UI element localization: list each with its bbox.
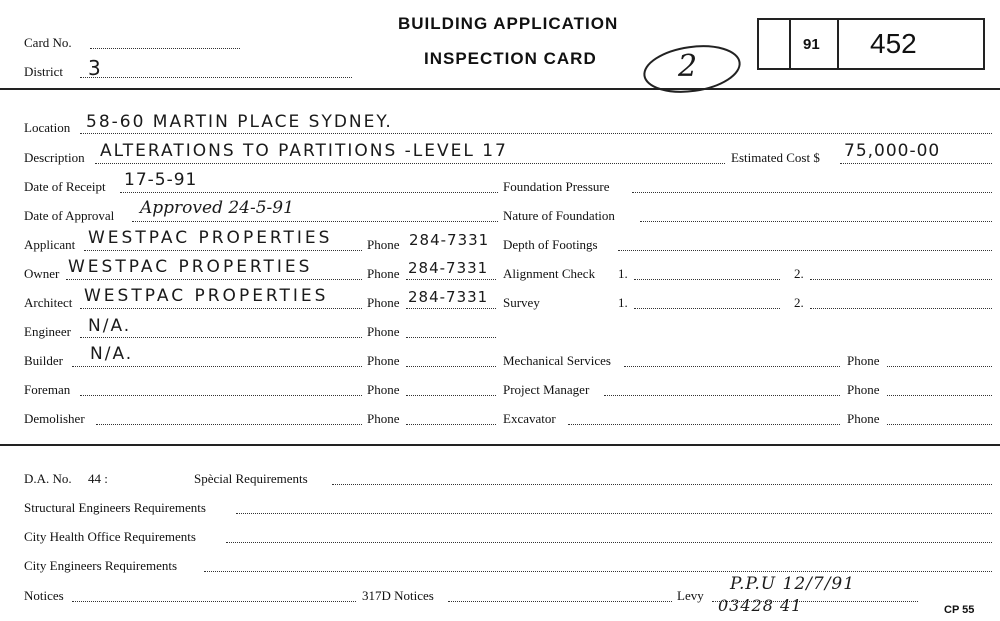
mechanical-services-phone-label: Phone xyxy=(847,353,880,368)
district-label: District xyxy=(24,64,63,79)
circled-number: 2 xyxy=(678,49,698,84)
date-of-receipt-label: Date of Receipt xyxy=(24,179,106,194)
applicant-line xyxy=(84,250,362,251)
owner-phone-value: 284-7331 xyxy=(408,259,489,277)
architect-value: WESTPAC PROPERTIES xyxy=(84,286,329,306)
alignment-check-2-line xyxy=(810,279,992,280)
excavator-label: Excavator xyxy=(503,411,556,426)
alignment-check-label: Alignment Check xyxy=(503,266,596,281)
card-no-line xyxy=(90,48,240,49)
structural-engineers-label: Structural Engineers Requirements xyxy=(24,500,206,515)
builder-phone-label: Phone xyxy=(367,353,400,368)
levy-label: Levy xyxy=(677,588,704,603)
nature-of-foundation-line xyxy=(640,221,992,222)
builder-label: Builder xyxy=(24,353,63,368)
estimated-cost-line xyxy=(840,163,992,164)
alignment-check-1-line xyxy=(634,279,780,280)
nature-of-foundation-label: Nature of Foundation xyxy=(503,208,615,223)
card-no-label: Card No. xyxy=(24,35,72,50)
location-label: Location xyxy=(24,120,71,135)
applicant-phone-value: 284-7331 xyxy=(409,231,490,249)
applicant-value: WESTPAC PROPERTIES xyxy=(88,228,333,248)
title-line-2: INSPECTION CARD xyxy=(424,49,597,68)
engineer-value: N/A. xyxy=(88,316,132,336)
excavator-line xyxy=(568,424,840,425)
project-manager-label: Project Manager xyxy=(503,382,590,397)
date-of-approval-line xyxy=(132,221,498,222)
form-code: CP 55 xyxy=(944,604,975,616)
location-line xyxy=(80,133,992,134)
architect-line xyxy=(80,308,362,309)
description-value: ALTERATIONS TO PARTITIONS -LEVEL 17 xyxy=(100,141,508,161)
notices-317d-line xyxy=(448,601,672,602)
excavator-phone-label: Phone xyxy=(847,411,880,426)
notices-line xyxy=(72,601,356,602)
engineer-line xyxy=(80,337,362,338)
applicant-label: Applicant xyxy=(24,237,76,252)
alignment-check-1-label: 1. xyxy=(618,266,628,281)
da-no-label: D.A. No. xyxy=(24,471,72,486)
engineer-label: Engineer xyxy=(24,324,71,339)
owner-line xyxy=(66,279,362,280)
card-number-blank-cell xyxy=(757,18,791,70)
mechanical-services-label: Mechanical Services xyxy=(503,353,611,368)
foreman-phone-line xyxy=(406,395,496,396)
city-health-label: City Health Office Requirements xyxy=(24,529,196,544)
engineer-phone-label: Phone xyxy=(367,324,400,339)
structural-engineers-line xyxy=(236,513,992,514)
notices-317d-label: 317D Notices xyxy=(362,588,434,603)
mechanical-services-phone-line xyxy=(887,366,992,367)
date-of-approval-label: Date of Approval xyxy=(24,208,115,223)
architect-label: Architect xyxy=(24,295,73,310)
owner-phone-line xyxy=(406,279,496,280)
owner-label: Owner xyxy=(24,266,60,281)
special-requirements-label: Spècial Requirements xyxy=(194,471,308,486)
date-of-receipt-line xyxy=(120,192,498,193)
levy-value-line-2: 03428 41 xyxy=(718,596,803,615)
project-manager-phone-label: Phone xyxy=(847,382,880,397)
foreman-phone-label: Phone xyxy=(367,382,400,397)
builder-phone-line xyxy=(406,366,496,367)
applicant-phone-label: Phone xyxy=(367,237,400,252)
builder-line xyxy=(72,366,362,367)
foundation-pressure-label: Foundation Pressure xyxy=(503,179,610,194)
district-line xyxy=(80,77,352,78)
survey-label: Survey xyxy=(503,295,540,310)
estimated-cost-label: Estimated Cost $ xyxy=(731,150,820,165)
location-value: 58-60 MARTIN PLACE SYDNEY. xyxy=(86,112,393,132)
da-no-value: 44 : xyxy=(88,471,108,486)
owner-phone-label: Phone xyxy=(367,266,400,281)
builder-value: N/A. xyxy=(90,344,134,364)
depth-of-footings-label: Depth of Footings xyxy=(503,237,598,252)
mechanical-services-line xyxy=(624,366,840,367)
description-line xyxy=(95,163,725,164)
header-rule xyxy=(0,88,1000,90)
demolisher-phone-line xyxy=(406,424,496,425)
architect-phone-line xyxy=(406,308,496,309)
notices-label: Notices xyxy=(24,588,64,603)
date-of-approval-value: Approved 24-5-91 xyxy=(140,198,294,218)
owner-value: WESTPAC PROPERTIES xyxy=(68,257,313,277)
foreman-label: Foreman xyxy=(24,382,71,397)
estimated-cost-value: 75,000-00 xyxy=(844,141,941,161)
title-line-1: BUILDING APPLICATION xyxy=(398,14,619,33)
city-health-line xyxy=(226,542,992,543)
card-year: 91 xyxy=(803,36,820,53)
survey-2-label: 2. xyxy=(794,295,804,310)
survey-2-line xyxy=(810,308,992,309)
project-manager-line xyxy=(604,395,840,396)
engineer-phone-line xyxy=(406,337,496,338)
excavator-phone-line xyxy=(887,424,992,425)
card-number: 452 xyxy=(870,28,917,59)
demolisher-label: Demolisher xyxy=(24,411,85,426)
date-of-receipt-value: 17-5-91 xyxy=(124,170,198,190)
survey-1-line xyxy=(634,308,780,309)
district-value: 3 xyxy=(88,56,103,80)
demolisher-line xyxy=(96,424,362,425)
description-label: Description xyxy=(24,150,85,165)
architect-phone-value: 284-7331 xyxy=(408,288,489,306)
city-engineers-label: City Engineers Requirements xyxy=(24,558,178,573)
survey-1-label: 1. xyxy=(618,295,628,310)
city-engineers-line xyxy=(204,571,992,572)
foreman-line xyxy=(80,395,362,396)
architect-phone-label: Phone xyxy=(367,295,400,310)
project-manager-phone-line xyxy=(887,395,992,396)
requirements-rule xyxy=(0,444,1000,446)
levy-value-line-1: P.P.U 12/7/91 xyxy=(730,574,856,594)
alignment-check-2-label: 2. xyxy=(794,266,804,281)
depth-of-footings-line xyxy=(618,250,992,251)
foundation-pressure-line xyxy=(632,192,992,193)
demolisher-phone-label: Phone xyxy=(367,411,400,426)
special-requirements-line xyxy=(332,484,992,485)
